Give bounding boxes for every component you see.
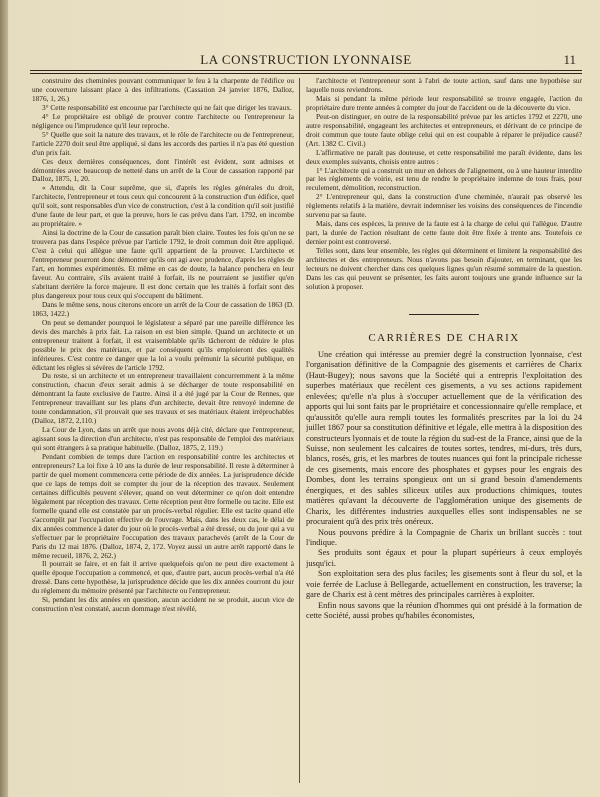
left-paragraph: 3° Cette responsabilité est encourue par l'architecte qui ne fait que diriger les travaux. (42, 102, 292, 112)
article-body (306, 350, 582, 622)
header-rule (30, 70, 582, 74)
running-head (30, 50, 582, 70)
running-title: LA CONSTRUCTION LYONNAISE (200, 52, 412, 67)
right-column-continuation (306, 77, 582, 292)
right-paragraph: Mais si pendant la même période leur responsabilité se trouve engagée, l'action du propriétaire dure trente années à compter du jour de l'accident ou de la découverte du vice. (306, 93, 582, 112)
left-paragraph: 5° Quelle que soit la nature des travaux, et le rôle de l'architecte ou de l'entrepreneur, l'article 2270 doit seul être appliqué, si dans les accords des parties il n'a pas été question d'un prix fait. (32, 129, 294, 157)
left-paragraph: On peut se demander pourquoi le législateur a séparé par une pareille différence les devis des marchés à prix fait. La raison en est bien simple. Quand un architecte et un entrepreneur traitent à forfait, il est vraisemblable qu'ils tâcheront de réduire le plus possible le prix des matériaux, et par conséquent qu'ils emploieront des qualités inférieures. C'est contre ce danger que la loi a voulu prémunir la sécurité publique, en édictant les règles si sévères de l'article 1792. (32, 317, 294, 372)
right-paragraph: 1° L'architecte qui a construit un mur en dehors de l'alignement, ou à une hauteur interdite par les règlements de voirie, est tenu de rendre le propriétaire indemne de tous frais, pour reculement, démolition, reconstruction. (306, 165, 582, 193)
section-divider (409, 312, 479, 318)
left-column (32, 77, 294, 785)
left-paragraph: Si, pendant les dix années en question, aucun accident ne se produit, aucun vice de construction n'est constaté, aucun dommage n'est révélé, (32, 595, 294, 614)
right-paragraph: Mais, dans ces espèces, la preuve de la faute est à la charge de celui qui l'allègue. D'autre part, la durée de l'action résultant de cette faute doit être fixée à trente ans. Toutefois ce dernier point est controversé. (306, 219, 582, 247)
column-divider (299, 78, 300, 783)
left-paragraph: Du reste, si un architecte et un entrepreneur travaillaient concurremment à la même construction, chacun d'eux serait admis à se décharger de toute responsabilité en démontrant la faute exclusive de l'autre. Ainsi il a été jugé par la Cour de Rennes, que l'entrepreneur travaillant sur les plans d'un architecte, devait être renvoyé indemne de toute condamnation, s'il prouvait que ses travaux et ses matériaux étaient irréprochables (Dalloz, 1872, 2,110.) (32, 371, 294, 426)
left-paragraph: « Attendu, dit la Cour suprême, que si, d'après les règles générales du droit, l'architecte, l'entrepreneur et tous ceux qui concourent à la construction d'un édifice, quel qu'il soit, sont responsables d'un vice de construction, c'est à la condition qu'il soit justifié d'une faute de leur part, et que la preuve, hors le cas prévu dans l'art. 1792, en incombe au propriétaire. » (32, 183, 294, 229)
left-paragraph: 4° Le propriétaire est obligé de prouver contre l'architecte ou l'entrepreneur la négligence ou l'imprudence qu'il leur reproche. (32, 111, 294, 130)
page-number: 11 (563, 52, 576, 67)
left-paragraph: Ces deux dernières conséquences, dont l'intérêt est évident, sont admises et démontrées avec beaucoup de netteté dans un arrêt de la Cour de cassation rapporté par Dalloz, 1875, 1, 20. (32, 156, 294, 184)
left-paragraph: construire des cheminées pouvant communiquer le feu à la charpente de l'édifice ou une couverture laissant place à des infiltrations. (Cassation 24 janvier 1876, Dalloz, 1876, 1, 26.) (32, 77, 294, 103)
left-paragraph: Pendant combien de temps dure l'action en responsabilité contre les architectes et entrepreneurs? La loi fixe à 10 ans la durée de leur responsabilité. Il reste à déterminer à partir de quel moment commencera cette période de dix années. La jurisprudence décide que ce laps de temps doit se compter du jour de la réception des travaux. Seulement certaines difficultés peuvent s'élever, quand on veut déterminer ce qu'on doit entendre légalement par réception des travaux. Cette réception peut être formelle ou tacite. Elle est formelle quand elle est constatée par un procès-verbal régulier. Elle est tacite quand elle s'accomplit par l'occupation effective de l'ouvrage. Mais, dans les deux cas, le délai de dix années commence à dater du jour où le procès-verbal a été dressé, ou du jour qui a vu s'effectuer par le propriétaire l'occupation des travaux parachevés (arrêt de la Cour de Paris du 12 mai 1876. (Dalloz, 1874, 2, 172. Voyez aussi un autre arrêt rapporté dans le même recueil, 1876, 2, 262.) (32, 452, 294, 560)
left-paragraph: La Cour de Lyon, dans un arrêt que nous avons déjà cité, déclare que l'entrepreneur, agissant sous la direction d'un architecte, n'est pas responsable de l'emploi des matériaux qui sont étrangers à sa pratique habituelle. (Dalloz, 1875, 2, 119.) (32, 425, 294, 453)
page-binding-edge (0, 0, 8, 797)
article-paragraph: Ses produits sont égaux et pour la plupart supérieurs à ceux employés jusqu'ici. (306, 548, 582, 568)
right-paragraph: Peut-on distinguer, en outre de la responsabilité prévue par les articles 1792 et 2270, une autre responsabilité, engageant les architectes et entrepreneurs, et dérivant de ce principe de droit commun que toute faute oblige celui qui en est coupable à réparer le préjudice causé? (Art. 1382 C. Civil.) (306, 111, 582, 148)
article-paragraph: Nous pouvons prédire à la Compagnie de Charix un brillant succès : tout l'indique. (306, 527, 582, 548)
right-paragraph: L'affirmative ne paraît pas douteuse, et cette responsabilité me paraît évidente, dans les deux exemples suivants, choisis entre autres : (306, 147, 582, 166)
left-paragraph: Il pourrait se faire, et en fait il arrive quelquefois qu'on ne peut dire exactement à quelle époque l'occupation a commencé, et que, d'autre part, aucun procès-verbal n'a été dressé. Dans cette hypothèse, la jurisprudence décide que les dix années courront du jour du règlement du mémoire présenté par l'architecte ou l'entrepreneur. (32, 559, 294, 596)
left-paragraph: Dans le même sens, nous citerons encore un arrêt de la Cour de cassation de 1863 (D. 1863, 1422.) (32, 299, 294, 318)
right-paragraph: 2° L'entrepreneur qui, dans la construction d'une cheminée, n'aurait pas observé les règlements relatifs à la matière, devrait indemniser les voisins des conséquences de l'incendie survenu par sa faute. (306, 192, 582, 220)
left-paragraph: Ainsi la doctrine de la Cour de cassation paraît bien claire. Toutes les fois qu'on ne se trouvera pas dans l'espèce prévue par l'article 1792, le droit commun doit être appliqué. C'est à celui qui allègue une faute qu'il appartient de la prouver. L'architecte et l'entrepreneur pourront donc démontrer qu'ils ont agi avec prudence, d'après les règles de l'art, en hommes expérimentés. Et même en cas de doute, la balance penchera en leur faveur. Au contraire, s'ils avaient traité à forfait, ils ne pourraient se justifier qu'en s'abritant derrière la force majeure. Il est donc certain que les traités à forfait sont des plus dangereux pour tous ceux qui s'occupent du bâtiment. (32, 228, 294, 300)
article-paragraph: Une création qui intéresse au premier degré la construction lyonnaise, c'est l'organisation définitive de la Compagnie des gisements et carrières de Charix (Haut-Bugey); nous savons que la Société qui a entrepris l'exploitation des superbes matériaux que recèlent ces gisements, a vu ses actions rapidement enlevées; qu'elle n'a plus à s'occuper actuellement que de la vérification des apports qui lui sont faits par le propriétaire et concessionnaire qu'elle remplace, et qu'aussitôt qu'elle aura rempli toutes les formalités prescrites par la loi du 24 juillet 1867 pour sa constitution définitive et légale, elle mettra à la disposition des constructeurs lyonnais et de toute la région du sud-est de la France, ainsi que de la Suisse, non seulement les calcaires de toutes sortes, tendres, mi-durs, très durs, blancs, rosés, gris, et les marbres de toutes nuances qui font la principale richesse de ces gisements, mais encore des phosphates et gypses pour les engrais des Dombes, dont les terrains spongieux ont un si grand besoin d'amendements énergiques, et des sables siliceux utiles aux productions chimiques, toutes matières qu'avant la découverte de l'agglomération unique des gisements de Charix, les différentes industries auxquelles elles sont indispensables ne se procuraient qu'à des prix très onéreux. (306, 349, 582, 527)
right-paragraph: Telles sont, dans leur ensemble, les règles qui déterminent et limitent la responsabilité des architectes et des entrepreneurs. Nous n'avons pas besoin d'ajouter, en terminant, que les lecteurs ne doivent chercher dans ces quelques lignes qu'un résumé sommaire de la question. Dans les cas qui peuvent se présenter, les faits auront toujours une grande influence sur la solution à proposer. (306, 246, 582, 291)
article-title: CARRIÈRES DE CHARIX (368, 331, 520, 344)
section-divider-bar (409, 314, 479, 316)
right-column (306, 77, 582, 785)
article-paragraph: Son exploitation sera des plus faciles; les gisements sont à fleur du sol, et la voie ferrée de Lacluse à Bellegarde, actuellement en construction, les traverse; la gare de Charix est à cent mètres des principales carrières à exploiter. (306, 569, 582, 600)
article-paragraph: Enfin nous savons que la réunion d'hommes qui ont présidé à la formation de cette Société, aussi probes qu'habiles économistes, (306, 600, 582, 621)
right-paragraph: l'architecte et l'entrepreneur sont à l'abri de toute action, sauf dans une hypothèse sur laquelle nous reviendrons. (306, 77, 582, 94)
